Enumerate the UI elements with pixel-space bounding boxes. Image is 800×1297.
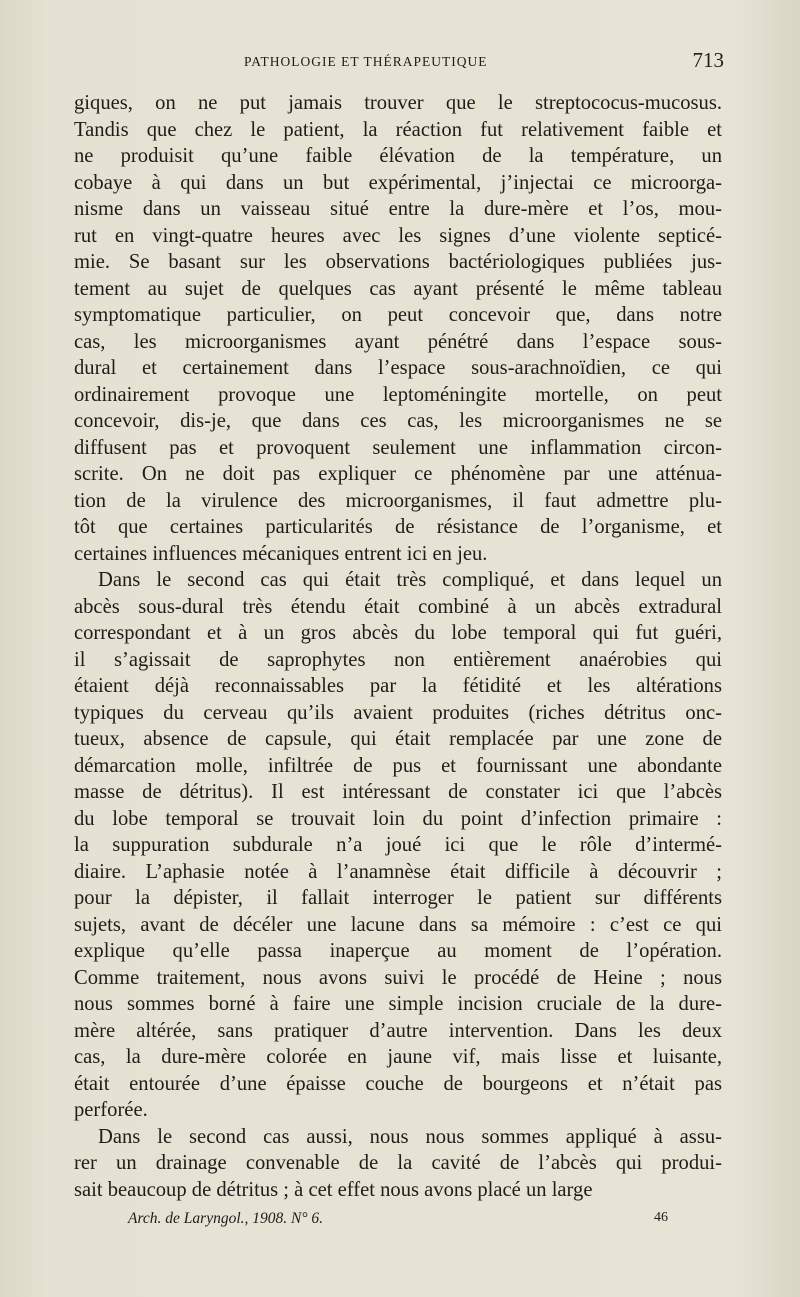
text-line: sujets, avant de décéler une lacune dans sa mémoire : c’est ce qui bbox=[74, 913, 722, 936]
text-line: Dans le second cas qui était très compliqué, et dans lequel un bbox=[98, 569, 722, 591]
text-line: mère altérée, sans pratiquer d’autre intervention. Dans les deux bbox=[74, 1019, 722, 1042]
text-line: sait beaucoup de détritus ; à cet effet nous avons placé un large bbox=[74, 1178, 593, 1201]
text-line: tion de la virulence des microorganismes, il faut admettre plu- bbox=[74, 489, 722, 512]
page-header bbox=[76, 48, 726, 78]
text-line: rut en vingt-quatre heures avec les signes d’une violente septicé- bbox=[74, 224, 722, 247]
text-line: ordinairement provoque une leptoméningite mortelle, on peut bbox=[74, 383, 722, 406]
text-line: tôt que certaines particularités de résistance de l’organisme, et bbox=[74, 516, 722, 538]
text-line: certaines influences mécaniques entrent ici en jeu. bbox=[74, 542, 488, 565]
page-number: 713 bbox=[692, 48, 724, 72]
text-line: la suppuration subdurale n’a joué ici que le rôle d’intermé- bbox=[74, 834, 722, 856]
text-line: ne produisit qu’une faible élévation de la température, un bbox=[74, 145, 722, 167]
text-line: était entourée d’une épaisse couche de bourgeons et n’était pas bbox=[74, 1072, 722, 1095]
text-line: tueux, absence de capsule, qui était remplacée par une zone de bbox=[74, 728, 722, 750]
text-line: il s’agissait de saprophytes non entièrement anaérobies qui bbox=[74, 648, 722, 671]
text-line: symptomatique particulier, on peut concevoir que, dans notre bbox=[74, 304, 722, 326]
text-line: dural et certainement dans l’espace sous-arachnoïdien, ce qui bbox=[74, 357, 722, 379]
text-line: diaire. L’aphasie notée à l’anamnèse était difficile à découvrir ; bbox=[74, 860, 722, 883]
text-line: correspondant et à un gros abcès du lobe temporal qui fut guéri, bbox=[74, 622, 722, 644]
text-line: giques, on ne put jamais trouver que le streptococus-mucosus. bbox=[74, 92, 722, 114]
text-line: pour la dépister, il fallait interroger le patient sur différents bbox=[74, 887, 722, 909]
text-line: diffusent pas et provoquent seulement une inflammation circon- bbox=[74, 436, 722, 459]
text-line: perforée. bbox=[74, 1099, 148, 1121]
text-line: abcès sous-dural très étendu était combiné à un abcès extradural bbox=[74, 595, 722, 618]
text-line: rer un drainage convenable de la cavité de l’abcès qui produi- bbox=[74, 1152, 722, 1174]
text-line: Comme traitement, nous avons suivi le procédé de Heine ; nous bbox=[74, 966, 722, 989]
body-text bbox=[74, 90, 722, 1203]
text-line: nisme dans un vaisseau situé entre la dure-mère et l’os, mou- bbox=[74, 198, 722, 220]
text-line: cas, les microorganismes ayant pénétré dans l’espace sous- bbox=[74, 330, 722, 353]
text-line: cas, la dure-mère colorée en jaune vif, mais lisse et luisante, bbox=[74, 1046, 722, 1068]
text-line: cobaye à qui dans un but expérimental, j’injectai ce microorga- bbox=[74, 171, 722, 194]
text-line: étaient déjà reconnaissables par la fétidité et les altérations bbox=[74, 675, 722, 697]
signature-mark: 46 bbox=[654, 1210, 668, 1225]
paragraph bbox=[74, 567, 722, 1124]
text-line: typiques du cerveau qu’ils avaient produites (riches détritus onc- bbox=[74, 701, 722, 724]
text-line: Tandis que chez le patient, la réaction fut relativement faible et bbox=[74, 118, 722, 141]
text-line: mie. Se basant sur les observations bactériologiques publiées jus- bbox=[74, 251, 722, 273]
text-line: masse de détritus). Il est intéressant de constater ici que l’abcès bbox=[74, 781, 722, 803]
paragraph bbox=[74, 1124, 722, 1204]
paragraph bbox=[74, 90, 722, 567]
text-line: concevoir, dis-je, que dans ces cas, les microorganismes ne se bbox=[74, 410, 722, 432]
text-line: tement au sujet de quelques cas ayant présenté le même tableau bbox=[74, 277, 722, 300]
page-footer bbox=[128, 1210, 688, 1234]
text-line: Dans le second cas aussi, nous nous sommes appliqué à assu- bbox=[98, 1125, 722, 1148]
text-line: explique qu’elle passa inaperçue au moment de l’opération. bbox=[74, 940, 722, 962]
running-title: PATHOLOGIE ET THÉRAPEUTIQUE bbox=[244, 54, 488, 69]
text-line: scrite. On ne doit pas expliquer ce phénomène par une atténua- bbox=[74, 463, 722, 485]
journal-citation: Arch. de Laryngol., 1908. N° 6. bbox=[128, 1210, 324, 1227]
text-line: nous sommes borné à faire une simple incision cruciale de la dure- bbox=[74, 993, 722, 1015]
text-line: démarcation molle, infiltrée de pus et fournissant une abondante bbox=[74, 754, 722, 777]
text-line: du lobe temporal se trouvait loin du point d’infection primaire : bbox=[74, 807, 722, 830]
